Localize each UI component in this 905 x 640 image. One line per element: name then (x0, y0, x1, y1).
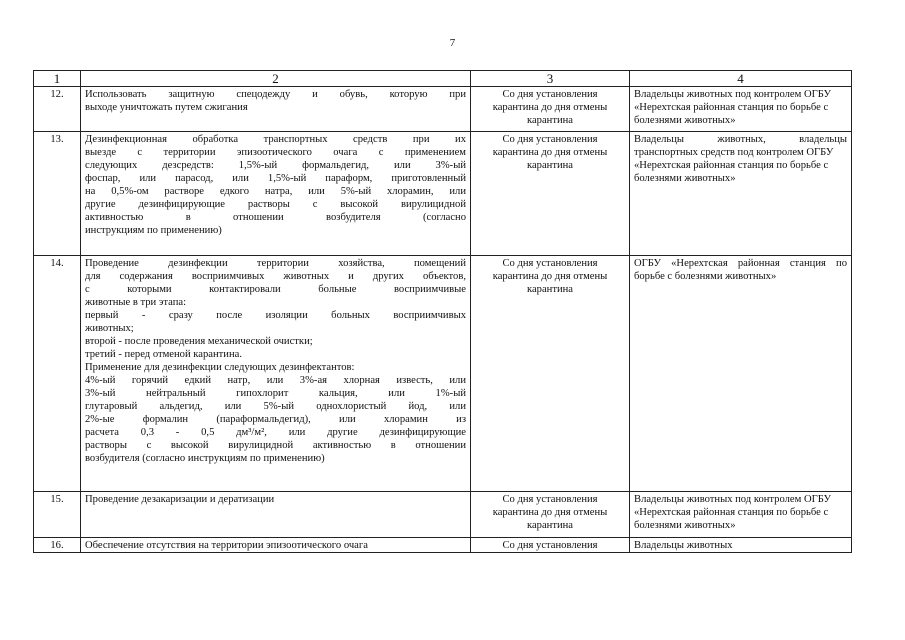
measure-text: Использовать защитную спецодежду и обувь, которую при выходе уничтожать путем сжигания (81, 87, 471, 132)
term-text: Со дня установления карантина до дня отмены карантина (471, 256, 630, 492)
measure-text: Проведение дезинфекции территории хозяйства, помещений для содержания восприимчивых животных и других объектов, с которыми контактировали больные восприимчивые животные в три этапа: первый - сразу после изоляции больных восприимчивых животных; второй - после проведения механической очистки; третий - перед отменой карантина. Применение для дезинфекции следующих дезинфектантов: 4%-ый горячий едкий натр, или 3%-ая хлорная известь, или 3%-ый нейтральный гипохлорит кальция, или 1%-ый глутаровый альдегид, или 5%-ый однохлористый йод, или 2%-ые формалин (параформальдегид), или хлорамин из расчета 0,3 - 0,5 дм³/м², или другие дезинфицирующие растворы с высокой вирулицидной активностью в отношении возбудителя (согласно инструкциям по применению) (81, 256, 471, 492)
measures-table (33, 70, 852, 553)
table-header-row (34, 71, 852, 87)
responsible-text: Владельцы животных под контролем ОГБУ «Нерехтская районная станция по борьбе с болезнями животных» (630, 492, 852, 538)
term-text: Со дня установления карантина до дня отмены карантина (471, 132, 630, 256)
row-number: 14. (34, 256, 81, 492)
term-text: Со дня установления карантина до дня отмены карантина (471, 492, 630, 538)
responsible-text: Владельцы животных под контролем ОГБУ «Нерехтская районная станция по борьбе с болезнями животных» (630, 87, 852, 132)
row-number: 16. (34, 538, 81, 553)
responsible-text: ОГБУ «Нерехтская районная станция по борьбе с болезнями животных» (630, 256, 852, 492)
table-row (34, 87, 852, 132)
header-col-4: 4 (630, 71, 852, 87)
row-number: 12. (34, 87, 81, 132)
header-col-1: 1 (34, 71, 81, 87)
term-text: Со дня установления (471, 538, 630, 553)
row-number: 15. (34, 492, 81, 538)
page-number: 7 (449, 37, 456, 49)
measure-text: Проведение дезакаризации и дератизации (81, 492, 471, 538)
table-row (34, 492, 852, 538)
header-col-3: 3 (471, 71, 630, 87)
measure-text: Дезинфекционная обработка транспортных средств при их выезде с территории эпизоотического очага с применением следующих дезсредств: 1,5%-ый формальдегид, или 3%-ый фоспар, или парасод, или 1,5%-ый параформ, приготовленный на 0,5%-ом растворе едкого натра, или 5%-ый хлорамин, или другие дезинфицирующие растворы с высокой вирулицидной активностью в отношении возбудителя (согласно инструкциям по применению) (81, 132, 471, 256)
responsible-text: Владельцы животных (630, 538, 852, 553)
table-row (34, 538, 852, 553)
table-row (34, 256, 852, 492)
responsible-text: Владельцы животных, владельцы транспортных средств под контролем ОГБУ «Нерехтская районная станция по борьбе с болезнями животных» (630, 132, 852, 256)
row-number: 13. (34, 132, 81, 256)
measure-text: Обеспечение отсутствия на территории эпизоотического очага (81, 538, 471, 553)
header-col-2: 2 (81, 71, 471, 87)
term-text: Со дня установления карантина до дня отмены карантина (471, 87, 630, 132)
table-row (34, 132, 852, 256)
